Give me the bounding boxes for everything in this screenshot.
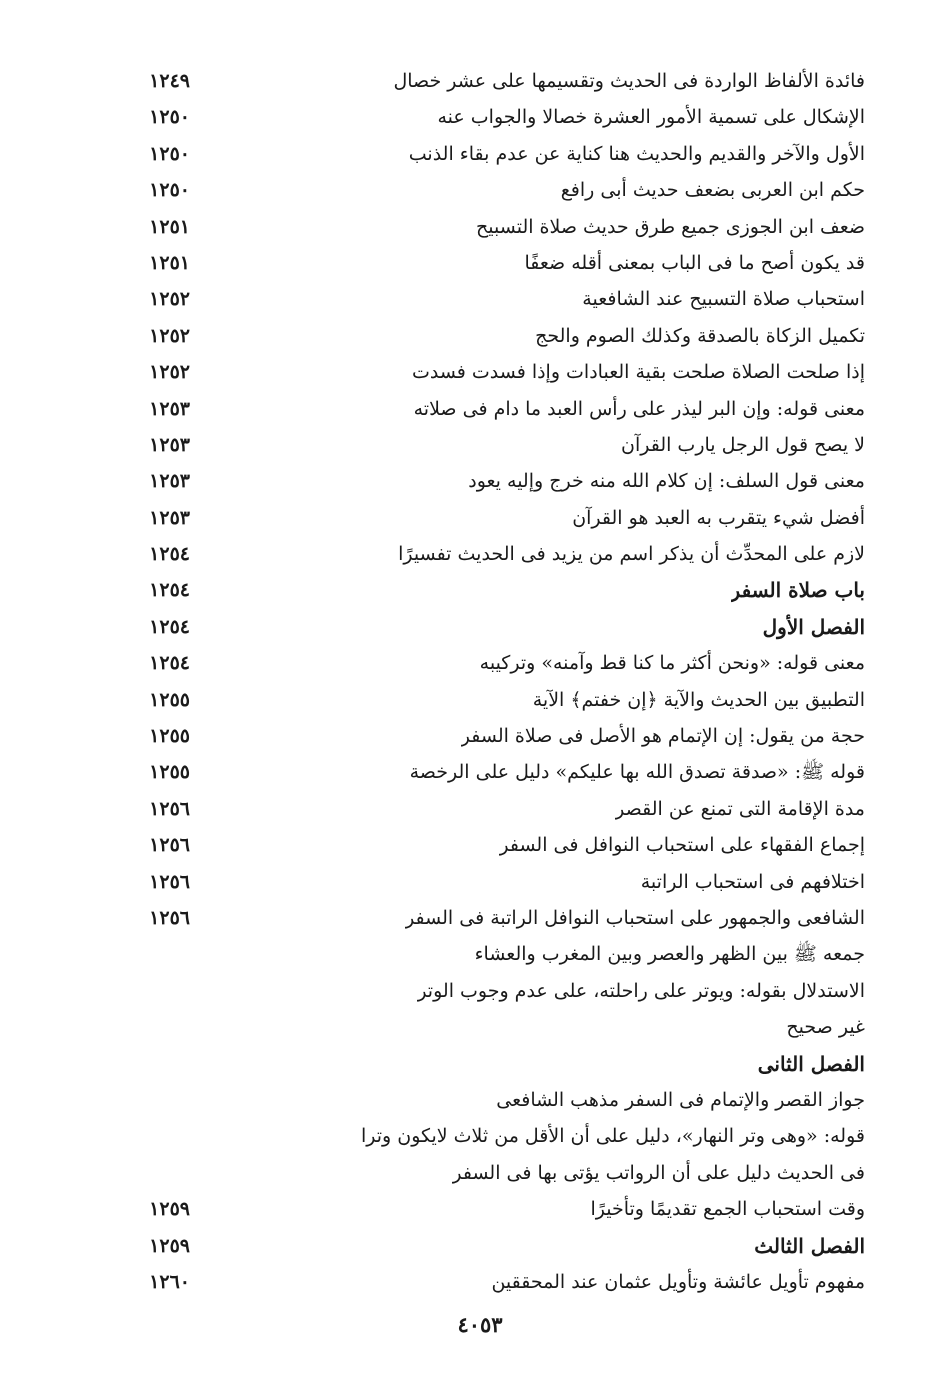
toc-entry [0,646,937,682]
toc-entry-title: فى الحديث دليل على أن الرواتب يؤتى بها فى السفر [452,1161,865,1184]
toc-entry-page: ١٢٥٣ [149,397,190,420]
toc-entry-title: معنى قوله: «ونحن أكثر ما كنا قط وآمنه» وتركيبه [479,652,865,675]
toc-entry [0,173,937,209]
toc-entry [0,1083,937,1119]
toc-entry-page: ١٢٥٦ [149,797,190,820]
toc-section-heading: الفصل الثالث [754,1233,865,1258]
toc-entry [0,937,937,973]
toc-entry-title: إجماع الفقهاء على استحباب النوافل فى السفر [499,834,865,857]
toc-entry-page: ١٢٥٩ [149,1198,190,1221]
toc-entry-page: ١٢٥٠ [149,142,190,165]
toc-entry-page: ١٢٥٤ [149,579,190,602]
toc-entry-title: وقت استحباب الجمع تقديمًا وتأخيرًا [590,1198,865,1221]
table-of-contents [0,64,937,1301]
toc-entry-page: ١٢٥٣ [149,433,190,456]
toc-entry-page: ١٢٥٤ [149,615,190,638]
toc-entry [0,828,937,864]
toc-entry-title: ضعف ابن الجوزى جميع طرق حديث صلاة التسبيح [476,215,865,238]
toc-entry-page: ١٢٥٥ [149,725,190,748]
toc-entry-title: معنى قوله: وإن البر ليذر على رأس العبد ما دام فى صلاته [413,397,865,420]
toc-entry-page: ١٢٥٢ [149,324,190,347]
toc-entry-title: الإشكال على تسمية الأمور العشرة خصالا والجواب عنه [437,106,865,129]
toc-entry-page: ١٢٤٩ [149,70,190,92]
toc-section-heading: الفصل الثانى [757,1051,865,1076]
toc-entry-title: جمعه ﷺ بين الظهر والعصر وبين المغرب والعشاء [474,943,865,966]
toc-section-heading: الفصل الأول [762,614,865,639]
toc-entry-page: ١٢٥٦ [149,834,190,857]
toc-entry-title: مدة الإقامة التى تمنع عن القصر [615,797,865,820]
toc-entry-title: الأول والآخر والقديم والحديث هنا كناية عن عدم بقاء الذنب [408,142,865,165]
toc-entry [0,1119,937,1155]
toc-entry-page: ١٢٥١ [149,215,190,238]
toc-entry-page: ١٢٥٢ [149,288,190,311]
toc-entry [0,1192,937,1228]
toc-entry [0,573,937,609]
toc-entry [0,610,937,646]
toc-entry [0,974,937,1010]
toc-entry [0,355,937,391]
toc-entry-title: قوله ﷺ: «صدقة تصدق الله بها عليكم» دليل على الرخصة [409,761,865,784]
toc-entry-title: تكميل الزكاة بالصدقة وكذلك الصوم والحج [535,324,865,347]
toc-entry [0,1047,937,1083]
toc-entry-page: ١٢٥٢ [149,361,190,384]
toc-entry-page: ١٢٥٠ [149,179,190,202]
toc-entry [0,719,937,755]
toc-entry-title: استحباب صلاة التسبيح عند الشافعية [582,288,865,311]
toc-entry-title: أفضل شيء يتقرب به العبد هو القرآن [572,506,865,529]
toc-entry-title: غير صحيح [786,1016,865,1039]
page-number: ٤٠٥٣ [457,1312,503,1337]
toc-entry [0,865,937,901]
toc-entry-title: الاستدلال بقوله: ويوتر على راحلته، على عدم وجوب الوتر [417,979,865,1002]
toc-entry-title: لازم على المحدِّث أن يذكر اسم من يزيد فى الحديث تفسيرًا [398,543,865,566]
toc-entry-page: ١٢٥٦ [149,870,190,893]
toc-entry [0,246,937,282]
toc-entry-page: ١٢٥٦ [149,906,190,929]
toc-entry-title: قد يكون أصح ما فى الباب بمعنى أقله ضعفًا [524,251,865,274]
toc-entry-title: فائدة الألفاظ الواردة فى الحديث وتقسيمها على عشر خصال [393,70,865,92]
toc-section-heading: باب صلاة السفر [730,578,865,603]
toc-entry [0,137,937,173]
toc-entry-page: ١٢٥٩ [149,1234,190,1257]
toc-entry [0,282,937,318]
toc-entry-page: ١٢٥٠ [149,106,190,129]
toc-entry [0,64,937,100]
toc-entry-page: ١٢٥٤ [149,652,190,675]
toc-entry [0,755,937,791]
toc-entry [0,683,937,719]
toc-entry [0,1156,937,1192]
toc-entry [0,901,937,937]
toc-entry [0,392,937,428]
toc-entry-title: إذا صلحت الصلاة صلحت بقية العبادات وإذا فسدت فسدت [411,361,865,384]
toc-entry-title: حجة من يقول: إن الإتمام هو الأصل فى صلاة السفر [460,725,865,748]
toc-entry [0,100,937,136]
toc-entry-page: ١٢٥٥ [149,761,190,784]
toc-entry-page: ١٢٥٥ [149,688,190,711]
toc-entry [0,1265,937,1301]
toc-entry [0,501,937,537]
toc-entry-title: اختلافهم فى استحباب الراتبة [640,870,865,893]
toc-entry [0,319,937,355]
toc-entry-title: حكم ابن العربى بضعف حديث أبى رافع [560,179,865,202]
toc-entry-title: مفهوم تأويل عائشة وتأويل عثمان عند المحققين [491,1270,865,1293]
toc-entry [0,537,937,573]
toc-entry [0,464,937,500]
toc-entry [0,428,937,464]
toc-entry [0,1229,937,1265]
toc-entry [0,792,937,828]
toc-entry-page: ١٢٥٤ [149,543,190,566]
toc-entry-page: ١٢٥٣ [149,506,190,529]
toc-entry-title: معنى قول السلف: إن كلام الله منه خرج وإليه يعود [468,470,865,493]
toc-entry-title: جواز القصر والإتمام فى السفر مذهب الشافعى [496,1088,865,1111]
toc-entry-title: قوله: «وهى وتر النهار»، دليل على أن الأقل من ثلاث لايكون وترا [360,1125,865,1148]
toc-entry [0,210,937,246]
toc-entry-page: ١٢٥٣ [149,470,190,493]
toc-entry-page: ١٢٥١ [149,251,190,274]
toc-entry-title: التطبيق بين الحديث والآية ﴿إن خفتم﴾ الآية [532,688,865,711]
toc-entry [0,1010,937,1046]
toc-entry-page: ١٢٦٠ [149,1270,190,1293]
toc-entry-title: الشافعى والجمهور على استحباب النوافل الراتبة فى السفر [405,906,865,929]
toc-entry-title: لا يصح قول الرجل يارب القرآن [621,433,865,456]
